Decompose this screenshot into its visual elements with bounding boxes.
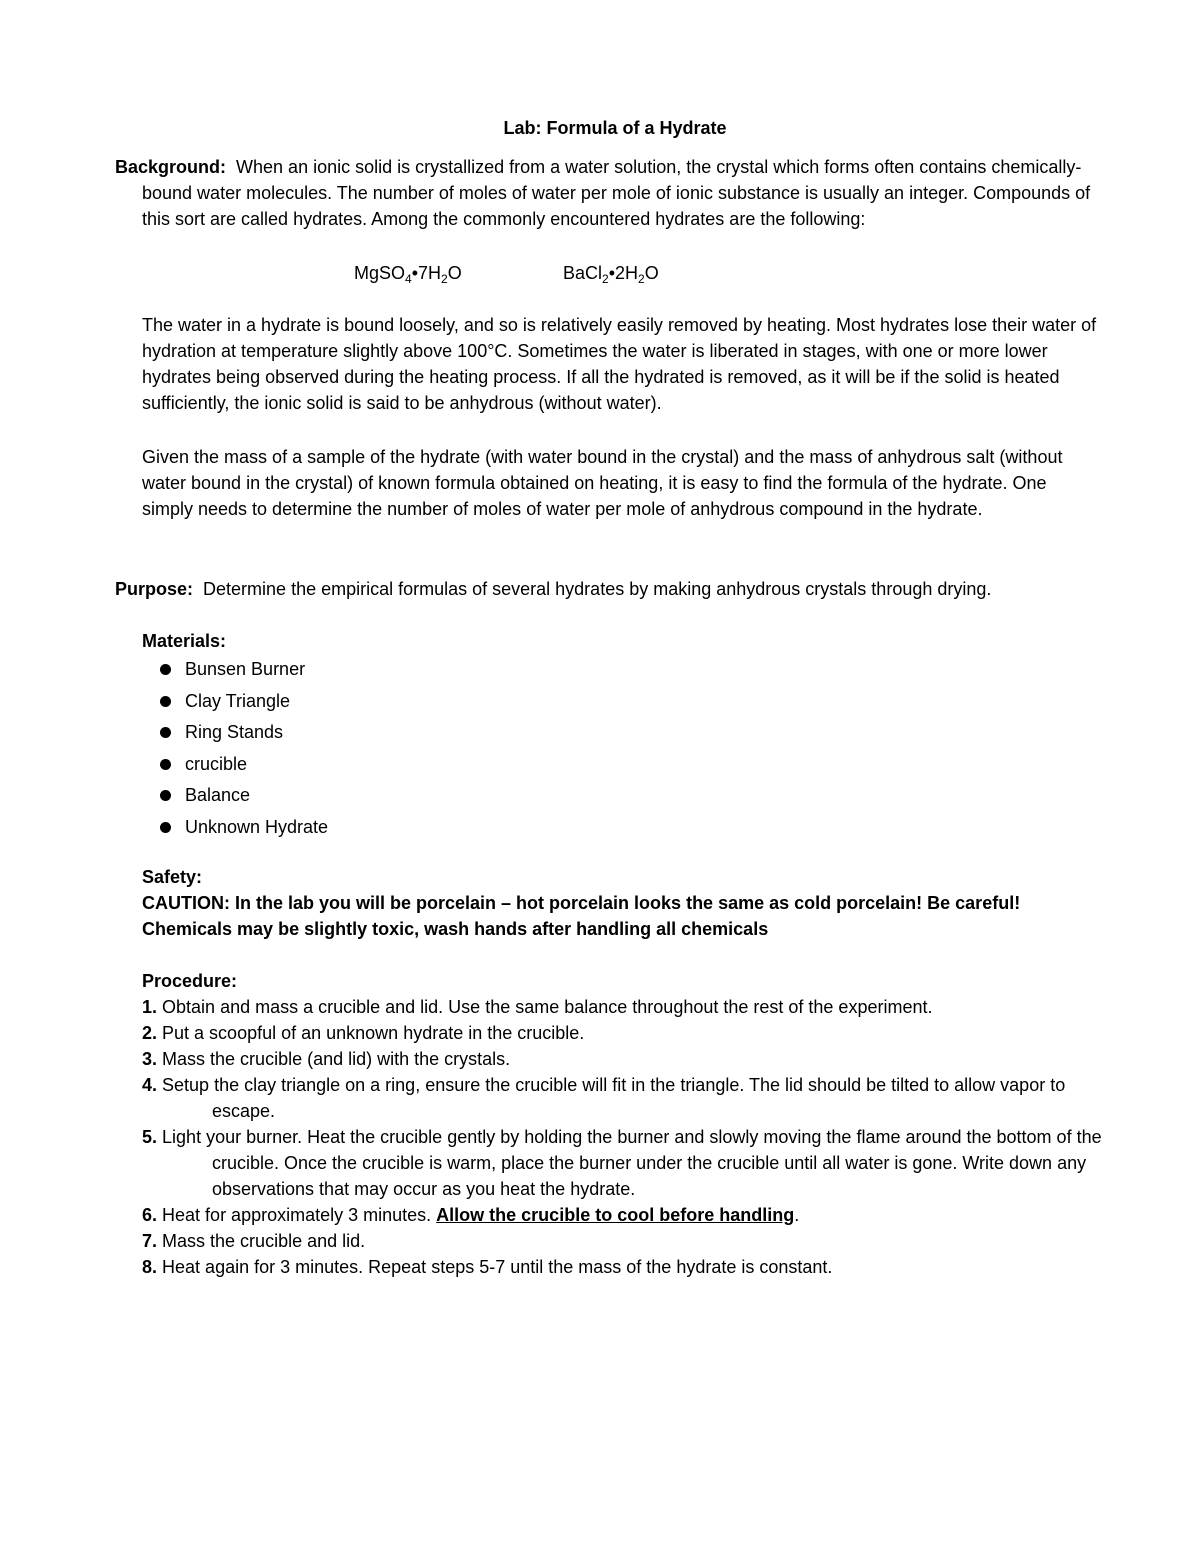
- procedure-heading: Procedure:: [142, 971, 238, 991]
- bullet-icon: [160, 727, 171, 738]
- purpose-text: Determine the empirical formulas of several hydrates by making anhydrous crystals through drying.: [203, 579, 992, 599]
- cool-warning: Allow the crucible to cool before handling: [436, 1205, 795, 1225]
- list-item: Clay Triangle: [160, 686, 328, 718]
- safety-caution: CAUTION: In the lab you will be porcelain – hot porcelain looks the same as cold porcelain! Be careful!: [142, 893, 1021, 913]
- procedure-step: 4. Setup the clay triangle on a ring, ensure the crucible will fit in the triangle. The lid should be tilted to allow vapor to escape.: [142, 1075, 1066, 1121]
- formula-mgso4: $MgSO_4•7H_2O$: [354, 263, 462, 286]
- procedure-step: 6. Heat for approximately 3 minutes. Allow the crucible to cool before handling.: [142, 1205, 800, 1225]
- procedure-step: 2. Put a scoopful of an unknown hydrate in the crucible.: [142, 1023, 585, 1043]
- hydrate-formulas: [354, 260, 774, 286]
- bullet-icon: [160, 790, 171, 801]
- procedure-step: 8. Heat again for 3 minutes. Repeat steps 5-7 until the mass of the hydrate is constant.: [142, 1257, 833, 1277]
- purpose-label: Purpose:: [115, 579, 194, 599]
- materials-heading: Materials:: [142, 631, 227, 651]
- list-item: Unknown Hydrate: [160, 812, 328, 844]
- hydrate-mass-paragraph: Given the mass of a sample of the hydrate (with water bound in the crystal) and the mass of anhydrous salt (without water bound in the crystal) of known formula obtained on heating, it is easy to find the formula of the hydrate. One simply needs to determine the number of moles of water per mole of anhydrous compound in the hydrate.: [142, 447, 1063, 519]
- bullet-icon: [160, 822, 171, 833]
- hydrate-water-paragraph: The water in a hydrate is bound loosely, and so is relatively easily removed by heating. Most hydrates lose their water of hydration at temperature slightly above 100°C. Sometimes the water is liberated in stages, with one or more lower hydrates being observed during the heating process. If all the hydrated is removed, as it will be if the solid is heated sufficiently, the ionic solid is said to be anhydrous (without water).: [142, 315, 1097, 413]
- background-label: Background:: [115, 157, 227, 177]
- bullet-icon: [160, 696, 171, 707]
- materials-list: [160, 654, 328, 843]
- bullet-icon: [160, 664, 171, 675]
- procedure-step: 3. Mass the crucible (and lid) with the crystals.: [142, 1049, 511, 1069]
- background-text: When an ionic solid is crystallized from a water solution, the crystal which forms often contains chemically-bound water molecules. The number of moles of water per mole of ionic substance is usually an integer. Compounds of this sort are called hydrates. Among the commonly encountered hydrates are the following:: [142, 157, 1091, 229]
- procedure-steps: [142, 994, 1102, 1280]
- procedure-step: 7. Mass the crucible and lid.: [142, 1231, 366, 1251]
- background-section: [115, 154, 1095, 232]
- list-item: Ring Stands: [160, 717, 328, 749]
- safety-heading: Safety:: [142, 867, 203, 887]
- list-item: Balance: [160, 780, 328, 812]
- purpose-section: [115, 576, 1115, 602]
- formula-bacl2: $BaCl_2•2H_2O$: [563, 263, 659, 286]
- procedure-step: 5. Light your burner. Heat the crucible gently by holding the burner and slowly moving the flame around the bottom of the crucible. Once the crucible is warm, place the burner under the crucible until all water is gone. Write down any observations that may occur as you heat the hydrate.: [142, 1127, 1102, 1199]
- procedure-step: 1. Obtain and mass a crucible and lid. Use the same balance throughout the rest of the experiment.: [142, 997, 933, 1017]
- safety-section: [142, 864, 1122, 942]
- bullet-icon: [160, 759, 171, 770]
- page-title: Lab: Formula of a Hydrate: [503, 118, 727, 138]
- list-item: crucible: [160, 749, 328, 781]
- background-paragraph: [115, 154, 1095, 232]
- list-item: Bunsen Burner: [160, 654, 328, 686]
- safety-chemicals: Chemicals may be slightly toxic, wash hands after handling all chemicals: [142, 919, 769, 939]
